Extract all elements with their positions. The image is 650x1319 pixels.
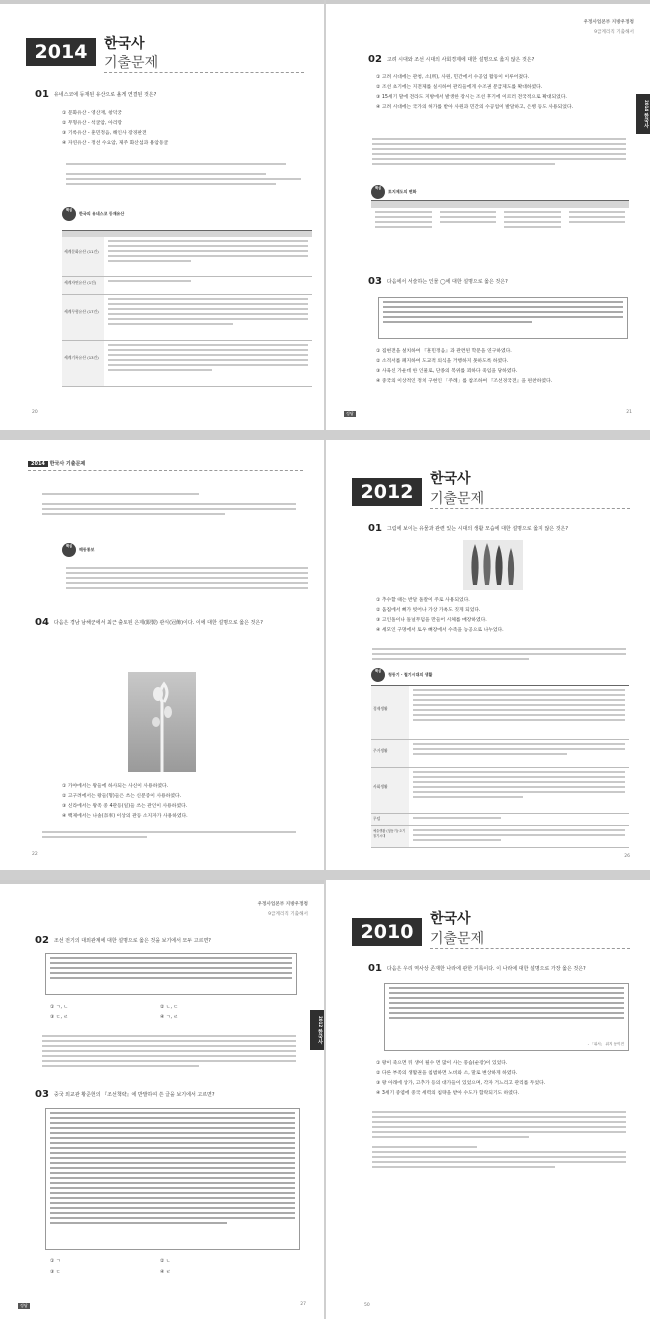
table-row: 세계문화유산 (11건) bbox=[62, 237, 312, 277]
option-4[interactable]: ④ 자연유산 - 정선 수요암, 제주 화산섬과 용암동굴 bbox=[62, 141, 169, 146]
side-tab: 2014 한국사 bbox=[636, 94, 650, 134]
question-03 bbox=[368, 277, 628, 287]
option-2[interactable]: ② ㄴ bbox=[160, 1259, 171, 1264]
question-text: 그림에 보이는 유물과 관련 있는 시대의 생활 모습에 대한 설명으로 옳지 않은 것은? bbox=[386, 526, 569, 532]
option-4[interactable]: ④ 고려 시대에는 국가의 허가를 받아 사원과 민간의 수공업이 발달하고, 은병 등도 사용되었다. bbox=[376, 105, 574, 110]
option-2[interactable]: ② 조선 초기에는 지전제를 실시하여 관리들에게 수조권 분급제도를 확대하였다. bbox=[376, 85, 543, 90]
question-01 bbox=[35, 90, 305, 100]
key-badge: 핵심 bbox=[371, 668, 385, 682]
page-number: 20 bbox=[32, 410, 38, 415]
choices-box bbox=[45, 953, 297, 995]
answer-explanation bbox=[38, 828, 300, 841]
table-row: 세계무형유산 (17건) bbox=[62, 295, 312, 341]
table-row: 무덤 bbox=[371, 814, 629, 826]
answer-explanation bbox=[62, 160, 312, 188]
page-top-bar bbox=[0, 880, 324, 884]
page-50 bbox=[326, 880, 650, 1319]
key-label: 토지제도의 변화 bbox=[388, 189, 417, 194]
answer-explanation bbox=[368, 645, 630, 663]
option-4[interactable]: ④ 중국의 이상적인 정치 구현인 「주례」를 참조하여 『조선경국전』을 편찬하였다. bbox=[376, 379, 553, 384]
question-text: 다음에서 서술하는 인물 ◯에 대한 설명으로 옳은 것은? bbox=[386, 279, 508, 285]
option-3[interactable]: ③ 사육신 가운데 한 인물로, 단종의 복위를 꾀하다 죽임을 당하였다. bbox=[376, 369, 518, 374]
question-text: 고려 시대와 조선 시대의 사회경제에 대한 설명으로 옳지 않은 것은? bbox=[386, 57, 535, 63]
page-27 bbox=[0, 880, 324, 1319]
title-divider bbox=[430, 948, 630, 949]
key-badge: 핵심 bbox=[62, 543, 76, 557]
source-box bbox=[384, 983, 629, 1051]
answer-explanation bbox=[38, 490, 300, 518]
table-row: 예술생활 (청동기)·초기철기시대 bbox=[371, 826, 629, 848]
question-01 bbox=[368, 964, 638, 974]
option-4[interactable]: ④ ㄹ bbox=[160, 1270, 171, 1275]
option-4[interactable]: ④ 3세기 중엽에 중국 세력의 침략을 받아 수도가 함락되기도 하였다. bbox=[376, 1091, 520, 1096]
question-02 bbox=[35, 936, 305, 946]
option-3[interactable]: ③ 왕 아래에 상가, 고추가 등의 대가들이 있었으며, 각자 거느리고 관리를 두었다. bbox=[376, 1081, 546, 1086]
question-04 bbox=[35, 618, 305, 628]
option-1[interactable]: ① 고려 시대에는 관청, 소(所), 사원, 민간에서 수공업 활동이 이루어졌다. bbox=[376, 75, 530, 80]
option-4[interactable]: ④ ㄱ, ㄹ bbox=[160, 1015, 179, 1020]
running-header: 2014 한국사 기출문제 bbox=[28, 460, 85, 467]
page-top-bar bbox=[0, 0, 324, 4]
option-2[interactable]: ② 움집에서 뼈가 빗어나 가상 가옥도 짓게 되었다. bbox=[376, 608, 481, 613]
option-1[interactable]: ① ㄱ bbox=[50, 1259, 61, 1264]
key-badge: 핵심 bbox=[371, 185, 385, 199]
answer-explanation bbox=[38, 1032, 300, 1070]
heritage-table bbox=[62, 230, 312, 402]
option-3[interactable]: ③ 고인돌이나 돌널무덤을 만들어 시체를 매장하였다. bbox=[376, 618, 487, 623]
option-4[interactable]: ④ 백제에서는 나솔(奈率) 이상의 관등 소지자가 사용하였다. bbox=[62, 814, 188, 819]
page-number: 22 bbox=[32, 852, 38, 857]
stone-tools-image bbox=[463, 540, 523, 590]
question-number: 01 bbox=[368, 523, 382, 534]
source-box bbox=[378, 297, 628, 339]
option-3[interactable]: ③ ㄷ, ㄹ bbox=[50, 1015, 69, 1020]
key-point-box bbox=[371, 668, 432, 682]
table-row: 사회생활 bbox=[371, 768, 629, 814]
table-row: 세계기록유산 (13건) bbox=[62, 341, 312, 387]
source-citation: - 「위서」 위지 동이전 bbox=[587, 1042, 624, 1046]
table-row: 세계자연유산 (1건) bbox=[62, 277, 312, 295]
answer-explanation bbox=[368, 135, 630, 168]
question-number: 02 bbox=[368, 54, 382, 65]
side-tab: 2012 한국사 bbox=[310, 1010, 324, 1050]
option-3[interactable]: ③ 기록유산 - 훈민정음, 해인사 장경판전 bbox=[62, 131, 147, 136]
option-1[interactable]: ① ㄱ, ㄴ bbox=[50, 1005, 69, 1010]
question-number: 01 bbox=[368, 963, 382, 974]
footer-answer-bar: 정답 bbox=[346, 411, 354, 416]
header-org: 우정사업본부 지방우정청 bbox=[257, 902, 308, 907]
page-number: 26 bbox=[624, 854, 630, 859]
option-3[interactable]: ③ ㄷ bbox=[50, 1270, 61, 1275]
question-02 bbox=[368, 55, 628, 65]
key-point-box bbox=[62, 207, 124, 221]
silver-crown-ornament-image bbox=[128, 672, 196, 772]
question-number: 01 bbox=[35, 89, 49, 100]
table-row: 주거생활 bbox=[371, 740, 629, 768]
key-point-box bbox=[371, 185, 416, 199]
option-2[interactable]: ② 고구려에서는 왕들(형)들은 쓰는 신분증이 사용하였다. bbox=[62, 794, 182, 799]
option-2[interactable]: ② 무형유산 - 석굴암, 아리랑 bbox=[62, 121, 122, 126]
question-text: 조선 전기의 대외관계에 대한 설명으로 옳은 것을 보기에서 모두 고르면? bbox=[53, 938, 211, 944]
header-sub: 9급계리직 기출해서 bbox=[594, 30, 634, 35]
key-label: 한국의 유네스코 등재유산 bbox=[79, 211, 125, 216]
answer-explanation bbox=[368, 1108, 630, 1171]
key-label: 청동기 · 철기시대의 생활 bbox=[388, 672, 433, 677]
option-1[interactable]: ① 왕이 죽으면 뒤 생이 될수 면 많이 사는 풍습(순장)이 있었다. bbox=[376, 1061, 508, 1066]
key-badge: 핵심 bbox=[62, 207, 76, 221]
year-badge-2012: 2012 bbox=[352, 478, 422, 506]
page-26 bbox=[326, 440, 650, 870]
question-03 bbox=[35, 1090, 305, 1100]
option-1[interactable]: ① 가야에서는 왕들에 하사되는 사신이 사용하였다. bbox=[62, 784, 169, 789]
page-21 bbox=[326, 0, 650, 430]
key-point-box bbox=[62, 543, 94, 557]
header-org: 우정사업본부 지방우정청 bbox=[583, 20, 634, 25]
option-4[interactable]: ④ 세모인 구멍에서 토우 뼈장에서 수족을 농공으로 나누었다. bbox=[376, 628, 504, 633]
question-text: 다음은 경남 남해군에서 최근 출토된 은제(銀製) 관식(冠飾)이다. 이에 대한 설명으로 옳은 것은? bbox=[53, 620, 263, 626]
option-1[interactable]: ① 추수할 때는 반달 돌칼이 주로 사용되었다. bbox=[376, 598, 470, 603]
page-number: 50 bbox=[364, 1303, 370, 1308]
title-korean-history: 한국사 bbox=[430, 471, 471, 487]
key-point-body bbox=[62, 564, 312, 592]
question-number: 04 bbox=[35, 617, 49, 628]
title-exam-questions: 기출문제 bbox=[430, 931, 485, 947]
question-number: 02 bbox=[35, 935, 49, 946]
question-text: 유네스코에 등재된 유산으로 올게 연결된 것은? bbox=[53, 92, 157, 98]
option-2[interactable]: ② 다른 부족의 생활권을 침범하면 노비와 소, 말로 변상하게 하였다. bbox=[376, 1071, 518, 1076]
page-number: 27 bbox=[300, 1302, 306, 1307]
table-row: 경제생활 bbox=[371, 686, 629, 740]
bronze-iron-age-table bbox=[371, 685, 629, 850]
question-01 bbox=[368, 524, 638, 534]
option-3[interactable]: ③ 15세기 말에 전라도 지방에서 발생한 장시는 조선 후기에 이르러 전국적으로 확대되었다. bbox=[376, 95, 567, 100]
title-divider bbox=[104, 72, 304, 73]
page-top-bar bbox=[326, 0, 650, 4]
question-text: 중국 외교관 황준헌의 『조선책략』에 반발하여 쓴 글을 보기에서 고르면? bbox=[53, 1092, 215, 1098]
header-divider bbox=[28, 470, 303, 471]
option-2[interactable]: ② 소격서를 폐지하여 도교적 의식을 거행하지 못하도록 하였다. bbox=[376, 359, 509, 364]
footer-answer-bar: 정답 bbox=[20, 1303, 28, 1308]
header-sub: 9급계리직 기출해서 bbox=[268, 912, 308, 917]
question-number: 03 bbox=[368, 276, 382, 287]
question-text: 다음은 우리 역사상 존재한 나라에 관한 기록이다. 이 나라에 대한 설명으로 가장 옳은 것은? bbox=[386, 966, 586, 972]
title-divider bbox=[430, 508, 630, 509]
title-korean-history: 한국사 bbox=[430, 911, 471, 927]
option-1[interactable]: ① 문화유산 - 영산재, 창덕궁 bbox=[62, 111, 122, 116]
option-1[interactable]: ① 집현전을 설치하여 『훈민정음』과 관련된 학문을 연구하였다. bbox=[376, 349, 512, 354]
option-2[interactable]: ② ㄴ, ㄷ bbox=[160, 1005, 179, 1010]
choices-box bbox=[45, 1108, 300, 1250]
page-22 bbox=[0, 440, 324, 870]
title-exam-questions: 기출문제 bbox=[104, 55, 159, 71]
option-3[interactable]: ③ 신라에서는 왕족 중 4관등(일)들 쓰는 관인이 사용하였다. bbox=[62, 804, 188, 809]
title-exam-questions: 기출문제 bbox=[430, 491, 485, 507]
year-badge-2010: 2010 bbox=[352, 918, 422, 946]
year-badge-2014: 2014 bbox=[26, 38, 96, 66]
key-label: 해동통보 bbox=[79, 547, 95, 552]
question-number: 03 bbox=[35, 1089, 49, 1100]
land-system-table bbox=[371, 200, 629, 242]
title-korean-history: 한국사 bbox=[104, 36, 145, 52]
page-number: 21 bbox=[626, 410, 632, 415]
page-20 bbox=[0, 0, 324, 430]
